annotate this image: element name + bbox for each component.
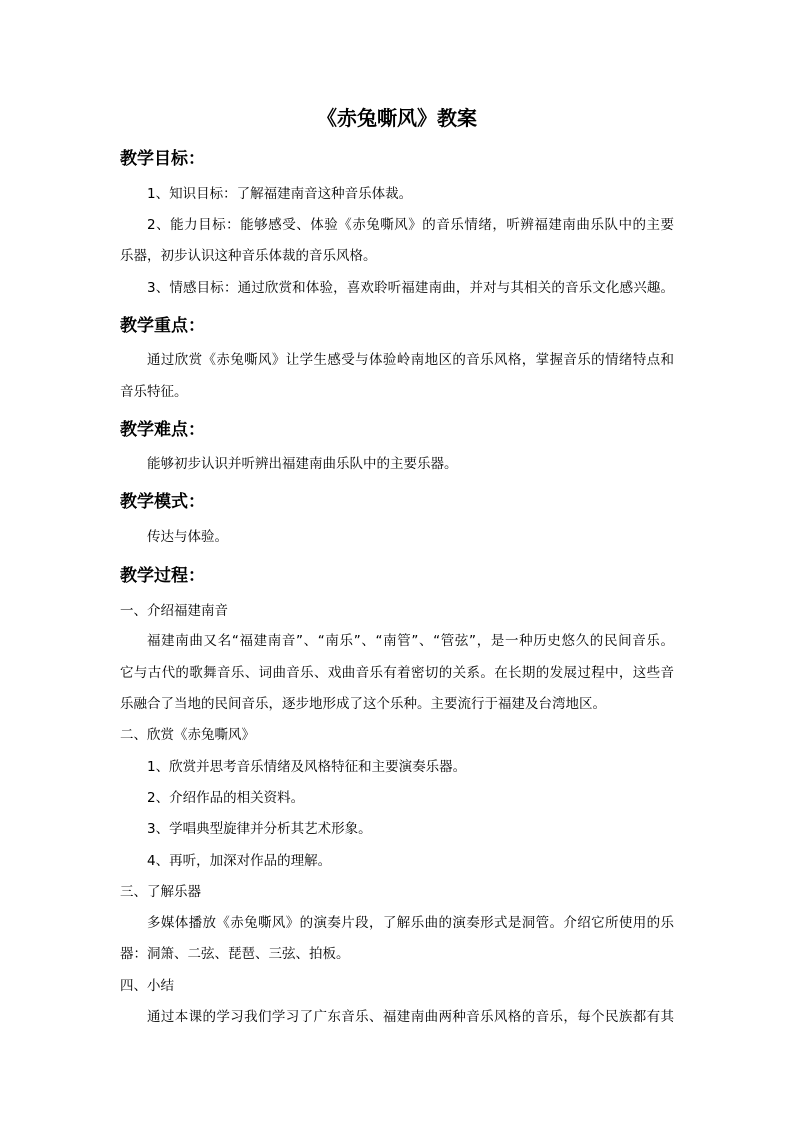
objectives-heading: 教学目标： — [120, 149, 205, 169]
section2-item1: 1、欣赏并思考音乐情绪及风格特征和主要演奏乐器。 — [147, 759, 467, 775]
section1-title: 一、介绍福建南音 — [120, 603, 228, 619]
mode-heading: 教学模式： — [120, 492, 205, 512]
section3-line1: 多媒体播放《赤兔嘶风》的演奏片段，了解乐曲的演奏形式是洞管。介绍它所使用的乐 — [147, 915, 674, 931]
section2-item4: 4、再听，加深对作品的理解。 — [147, 853, 332, 869]
mode-line1: 传达与体验。 — [147, 529, 228, 545]
section1-line3: 乐融合了当地的民间音乐，逐步地形成了这个乐种。主要流行于福建及台湾地区。 — [120, 696, 606, 712]
section4-line1: 通过本课的学习我们学习了广东音乐、福建南曲两种音乐风格的音乐，每个民族都有其 — [147, 1009, 674, 1025]
key-points-line1: 通过欣赏《赤兔嘶风》让学生感受与体验岭南地区的音乐风格，掌握音乐的情绪特点和 — [147, 352, 674, 368]
section1-line1: 福建南曲又名“福建南音”、“南乐”、“南管”、“管弦”，是一种历史悠久的民间音乐。 — [147, 633, 674, 649]
process-heading: 教学过程： — [120, 566, 205, 586]
objective-ability-line1: 2、能力目标：能够感受、体验《赤兔嘶风》的音乐情绪，听辨福建南曲乐队中的主要 — [147, 217, 674, 233]
difficulties-line1: 能够初步认识并听辨出福建南曲乐队中的主要乐器。 — [147, 456, 458, 472]
key-points-heading: 教学重点： — [120, 316, 205, 336]
objective-ability-line2: 乐器，初步认识这种音乐体裁的音乐风格。 — [120, 248, 377, 264]
difficulties-heading: 教学难点： — [120, 420, 205, 440]
section2-item3: 3、学唱典型旋律并分析其艺术形象。 — [147, 821, 372, 837]
section4-title: 四、小结 — [120, 978, 174, 994]
section1-line2: 它与古代的歌舞音乐、词曲音乐、戏曲音乐有着密切的关系。在长期的发展过程中，这些音 — [120, 665, 674, 681]
objective-knowledge: 1、知识目标：了解福建南音这种音乐体裁。 — [147, 186, 413, 202]
section2-item2: 2、介绍作品的相关资料。 — [147, 790, 305, 806]
objective-emotion: 3、情感目标：通过欣赏和体验，喜欢聆听福建南曲，并对与其相关的音乐文化感兴趣。 — [147, 280, 674, 296]
key-points-line2: 音乐特征。 — [120, 384, 188, 400]
document-title: 《赤兔嘶风》教案 — [317, 106, 477, 130]
section3-line2: 器：洞箫、二弦、琵琶、三弦、拍板。 — [120, 946, 350, 962]
section2-title: 二、欣赏《赤兔嘶风》 — [120, 727, 255, 743]
section3-title: 三、了解乐器 — [120, 884, 201, 900]
